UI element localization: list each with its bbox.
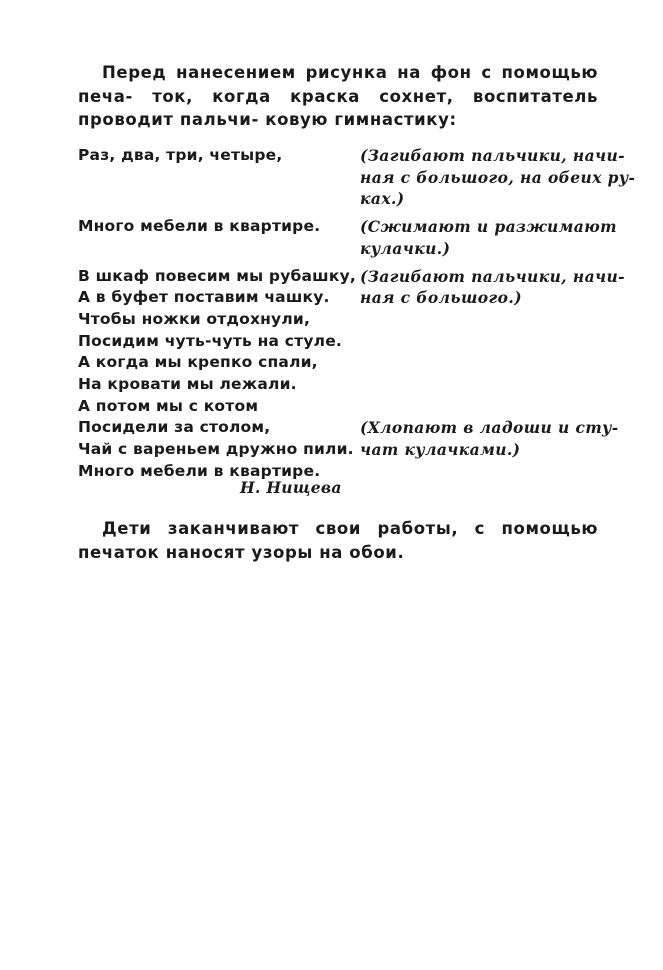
verse: В шкаф повесим мы рубашку, bbox=[78, 266, 356, 285]
action-line: ная с большого.) bbox=[360, 288, 522, 308]
action-gap bbox=[360, 309, 600, 418]
outro-paragraph bbox=[78, 517, 598, 564]
stanza-3-verses bbox=[78, 266, 360, 483]
poem-stanza-2 bbox=[78, 216, 617, 259]
poem-stanza-1 bbox=[78, 145, 636, 210]
verse: Много мебели в квартире. bbox=[78, 461, 321, 480]
poem bbox=[78, 145, 636, 489]
verse: Чтобы ножки отдохнули, bbox=[78, 309, 311, 328]
poem-stanza-3 bbox=[78, 266, 626, 483]
action-line: ная с большого, на обеих ру- bbox=[360, 167, 636, 187]
action-line: (Загибают пальчики, начи- bbox=[360, 266, 626, 286]
intro-line-1: Перед нанесением рисунка на фон с помощью печа- bbox=[78, 63, 598, 106]
verse: А когда мы крепко спали, bbox=[78, 353, 318, 372]
stanza-3-action bbox=[360, 266, 626, 483]
verse: Посидим чуть-чуть на стуле. bbox=[78, 331, 342, 350]
action-line: (Хлопают в ладоши и сту- bbox=[360, 418, 619, 438]
outro-line-2: наносят узоры на обои. bbox=[165, 542, 405, 562]
intro-line-3: ковую гимнастику: bbox=[265, 110, 457, 129]
verse: Раз, два, три, четыре, bbox=[78, 146, 283, 164]
action-line: (Загибают пальчики, начи- bbox=[360, 146, 626, 165]
verse: Много мебели в квартире. bbox=[78, 217, 321, 236]
poem-author: Н. Нищева bbox=[240, 478, 342, 497]
outro-line-1: Дети заканчивают свои работы, с помощью печаток bbox=[78, 519, 598, 562]
intro-line-2: ток, когда краска сохнет, воспитатель проводит пальчи- bbox=[78, 86, 598, 129]
action-line: чат кулачками.) bbox=[360, 440, 521, 460]
verse: А потом мы с котом bbox=[78, 396, 259, 415]
stanza-1-action bbox=[360, 145, 636, 210]
intro-paragraph bbox=[78, 61, 598, 132]
verse: На кровати мы лежали. bbox=[78, 375, 297, 394]
stanza-2-verses bbox=[78, 216, 360, 259]
action-line: (Сжимают и разжимают bbox=[360, 217, 617, 237]
verse: А в буфет поставим чашку. bbox=[78, 288, 330, 307]
action-line: кулачки.) bbox=[360, 238, 451, 258]
stanza-2-action bbox=[360, 216, 617, 259]
verse: Посидели за столом, bbox=[78, 418, 271, 437]
verse: Чай с вареньем дружно пили. bbox=[78, 440, 354, 459]
action-line: ках.) bbox=[360, 189, 405, 209]
stanza-1-verses bbox=[78, 145, 360, 210]
